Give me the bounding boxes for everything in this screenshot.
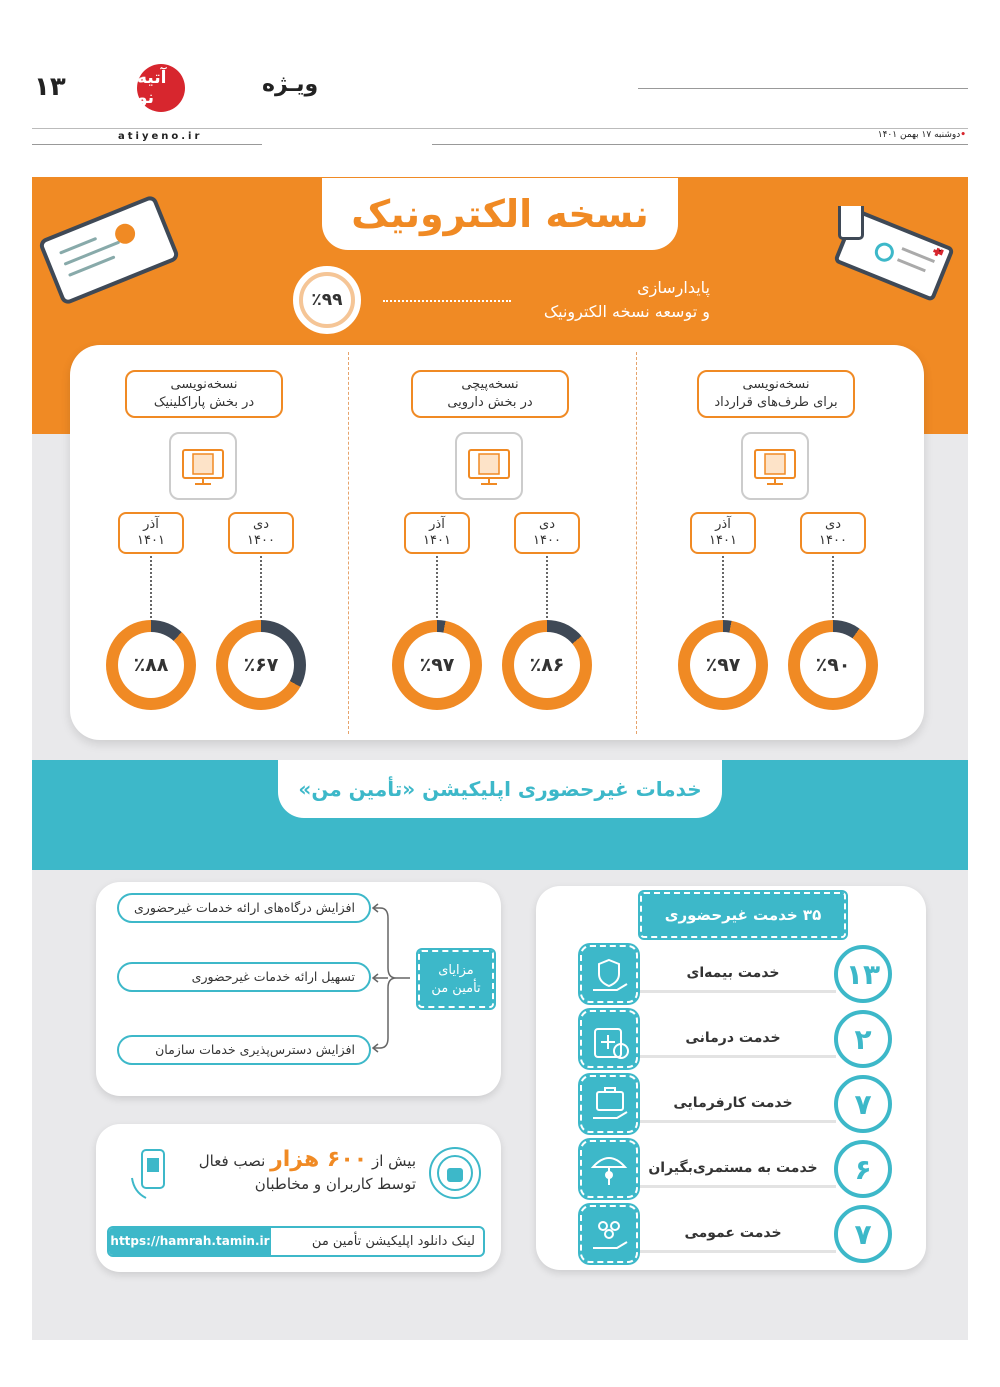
service-name: خدمت عمومی [630, 1215, 836, 1253]
service-row [580, 1140, 892, 1198]
service-row [580, 1205, 892, 1263]
monitor-icon [169, 432, 237, 500]
service-count: ۱۳ [834, 945, 892, 1003]
advantage-item: تسهیل ارائه خدمات غیرحضوری [117, 962, 371, 992]
percent-donut [106, 620, 196, 710]
period-label: آذر ۱۴۰۱ [404, 512, 470, 554]
dotted-connector [383, 300, 511, 302]
percent-donut [502, 620, 592, 710]
page-number: ۱۳ [34, 72, 66, 102]
umbrella-person-icon [580, 1140, 638, 1198]
coverage-percent: ٪۹۹ [299, 272, 355, 328]
phone-hand-icon [130, 1148, 170, 1200]
coverage-ring [293, 266, 361, 334]
briefcase-hand-icon [580, 1075, 638, 1133]
period-label: دی ۱۴۰۰ [514, 512, 580, 554]
people-hand-icon [580, 1205, 638, 1263]
percent-value: ٪۹۷ [690, 632, 756, 698]
column-label: نسخه‌نویسی برای طرف‌های قرارداد [697, 370, 855, 418]
download-url[interactable]: https://hamrah.tamin.ir [109, 1228, 271, 1255]
service-name: خدمت بیمه‌ای [630, 955, 836, 993]
header-rule [638, 88, 968, 89]
percent-value: ٪۸۸ [118, 632, 184, 698]
advantage-item: افزایش دسترس‌پذیری خدمات سازمان [117, 1035, 371, 1065]
percent-value: ٪۹۷ [404, 632, 470, 698]
column-divider [348, 352, 349, 734]
period-label: آذر ۱۴۰۱ [690, 512, 756, 554]
service-count: ۲ [834, 1010, 892, 1068]
section-title: ویـژه [262, 72, 319, 97]
service-row [580, 945, 892, 1003]
e-prescription-subtitle: پایدارسازی و توسعه نسخه الکترونیک [543, 278, 710, 321]
medical-kit-icon [580, 1010, 638, 1068]
header-divider [32, 128, 968, 129]
monitor-icon [741, 432, 809, 500]
service-row [580, 1075, 892, 1133]
advantage-item: افزایش درگاه‌های ارائه خدمات غیرحضوری [117, 893, 371, 923]
service-row [580, 1010, 892, 1068]
period-label: دی ۱۴۰۰ [800, 512, 866, 554]
service-count: ۷ [834, 1205, 892, 1263]
percent-donut [216, 620, 306, 710]
percent-value: ٪۹۰ [800, 632, 866, 698]
percent-value: ٪۶۷ [228, 632, 294, 698]
dotted-connector [260, 556, 262, 622]
dotted-connector [832, 556, 834, 622]
users-stat: بیش از ۶۰۰ هزار نصب فعال توسط کاربران و مخاطبان [198, 1147, 416, 1193]
service-count: ۶ [834, 1140, 892, 1198]
download-link[interactable] [107, 1226, 485, 1257]
advantages-hub: مزایای تأمین من [418, 950, 494, 1008]
service-name: خدمت درمانی [630, 1020, 836, 1058]
services-title: ۳۵ خدمت غیرحضوری [640, 892, 846, 938]
pill-bottle-icon [838, 200, 864, 240]
issue-date: •دوشنبه ۱۷ بهمن ۱۴۰۱ [877, 130, 966, 140]
download-label: لینک دانلود اپلیکیشن تأمین من [311, 1234, 475, 1249]
service-count: ۷ [834, 1075, 892, 1133]
touch-target-icon [428, 1146, 482, 1200]
period-label: دی ۱۴۰۰ [228, 512, 294, 554]
shield-hand-icon [580, 945, 638, 1003]
e-prescription-title: نسخه الکترونیک [322, 178, 678, 250]
site-underline [32, 144, 262, 145]
logo: آتیه نو [137, 64, 185, 112]
service-name: خدمت کارفرمایی [630, 1085, 836, 1123]
dotted-connector [436, 556, 438, 622]
monitor-icon [455, 432, 523, 500]
dotted-connector [722, 556, 724, 622]
dotted-connector [546, 556, 548, 622]
percent-donut [788, 620, 878, 710]
app-title: خدمات غیرحضوری اپلیکیشن «تأمین من» [278, 760, 722, 818]
dotted-connector [150, 556, 152, 622]
date-underline [432, 144, 968, 145]
percent-value: ٪۸۶ [514, 632, 580, 698]
column-label: نسخه‌نویسی در بخش پاراکلینیک [125, 370, 283, 418]
service-name: خدمت به مستمری‌بگیران [630, 1150, 836, 1188]
column-divider [636, 352, 637, 734]
percent-donut [678, 620, 768, 710]
bottle-cap [835, 196, 867, 206]
period-label: آذر ۱۴۰۱ [118, 512, 184, 554]
percent-donut [392, 620, 482, 710]
brace-connector [370, 902, 410, 1054]
site-url: atiyeno.ir [118, 131, 203, 142]
column-label: نسخه‌پیچی در بخش دارویی [411, 370, 569, 418]
